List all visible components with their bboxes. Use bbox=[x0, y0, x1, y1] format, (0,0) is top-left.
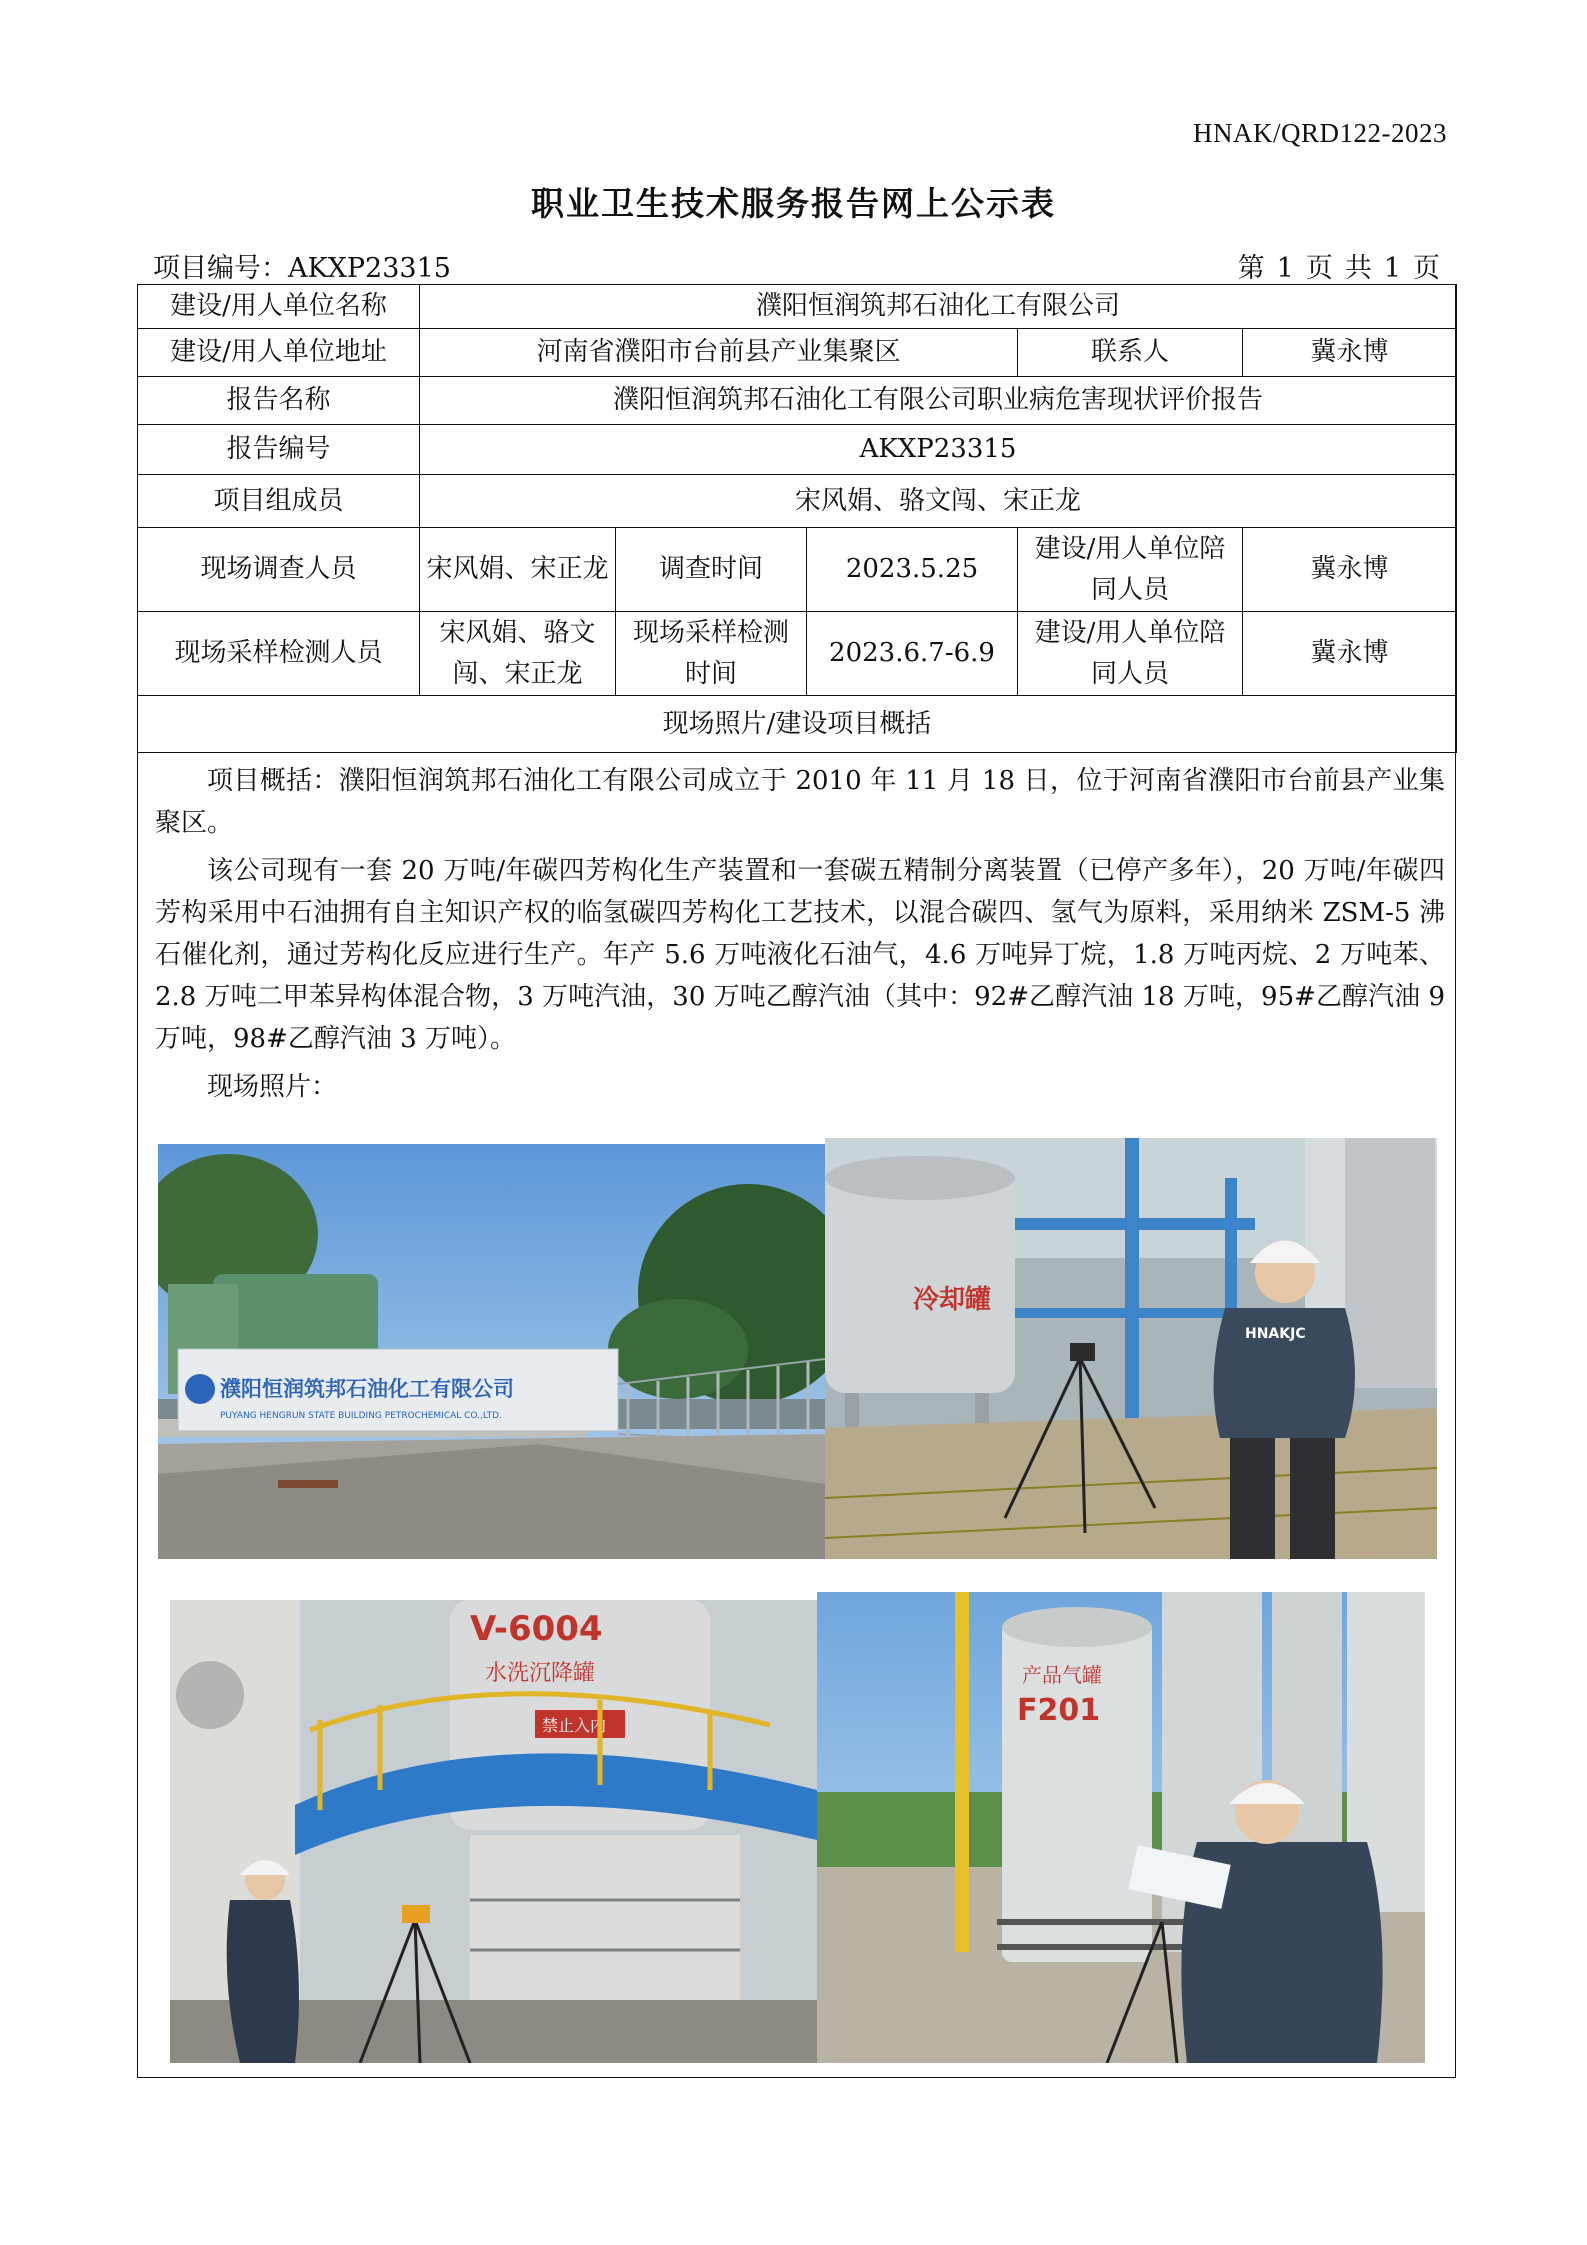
section-header: 现场照片/建设项目概括 bbox=[138, 696, 1457, 753]
survey-accompany-value: 冀永博 bbox=[1243, 528, 1457, 612]
report-number-label: 报告编号 bbox=[138, 425, 420, 475]
survey-staff-value: 宋风娟、宋正龙 bbox=[420, 528, 616, 612]
unit-name-label: 建设/用人单位名称 bbox=[138, 285, 420, 329]
unit-name-value: 濮阳恒润筑邦石油化工有限公司 bbox=[420, 285, 1457, 329]
photo-factory-gate bbox=[158, 1144, 825, 1559]
cooling-tank-label: 冷却罐 bbox=[913, 1285, 992, 1315]
sampling-staff-value: 宋风娟、骆文闯、宋正龙 bbox=[420, 612, 616, 696]
members-value: 宋风娟、骆文闯、宋正龙 bbox=[420, 475, 1457, 528]
photo-cooling-tank bbox=[825, 1138, 1437, 1559]
project-number: 项目编号：AKXP23315 bbox=[153, 253, 451, 284]
photo-product-tank bbox=[817, 1592, 1425, 2063]
summary-paragraph-3: 现场照片： bbox=[207, 1072, 338, 1102]
sampling-staff-label: 现场采样检测人员 bbox=[138, 612, 420, 696]
page-total: 1 bbox=[1383, 253, 1401, 284]
report-name-label: 报告名称 bbox=[138, 377, 420, 425]
report-name-value: 濮阳恒润筑邦石油化工有限公司职业病危害现状评价报告 bbox=[420, 377, 1457, 425]
info-table bbox=[137, 284, 1457, 753]
page-current: 1 bbox=[1276, 253, 1294, 284]
page-prefix: 第 bbox=[1237, 253, 1265, 284]
tank-code-text: F201 bbox=[1017, 1693, 1101, 1728]
vest-logo-text: HNAKJC bbox=[1245, 1326, 1306, 1342]
product-tank-label: 产品气罐 bbox=[1022, 1663, 1102, 1687]
sampling-accompany-label: 建设/用人单位陪同人员 bbox=[1018, 612, 1243, 696]
report-number-value: AKXP23315 bbox=[420, 425, 1457, 475]
no-entry-sign: 禁止入内 bbox=[542, 1716, 607, 1735]
contact-label: 联系人 bbox=[1018, 329, 1243, 377]
contact-value: 冀永博 bbox=[1243, 329, 1457, 377]
survey-time-label: 调查时间 bbox=[616, 528, 807, 612]
project-summary bbox=[155, 760, 1445, 1114]
summary-paragraph-1: 项目概括：濮阳恒润筑邦石油化工有限公司成立于 2010 年 11 月 18 日，位于河南省濮阳市台前县产业集聚区。 bbox=[155, 766, 1445, 838]
sampling-time-value: 2023.6.7-6.9 bbox=[807, 612, 1018, 696]
vessel-name-text: 水洗沉降罐 bbox=[485, 1661, 596, 1686]
summary-paragraph-2: 该公司现有一套 20 万吨/年碳四芳构化生产装置和一套碳五精制分离装置（已停产多年），20 万吨/年碳四芳构采用中石油拥有自主知识产权的临氢碳四芳构化工艺技术，以混合碳四、氢气为原料，采用纳米 ZSM-5 沸石催化剂，通过芳构化反应进行生产。年产 5.6 万吨液化石油气，4.6 万吨异丁烷，1.8 万吨丙烷、2 万吨苯、2.8 万吨二甲苯异构体混合物，3 万吨汽油，30 万吨乙醇汽油（其中：92#乙醇汽油 18 万吨，95#乙醇汽油 9 万吨，98#乙醇汽油 3 万吨）。 bbox=[155, 856, 1445, 1054]
page-title: 职业卫生技术服务报告网上公示表 bbox=[531, 184, 1056, 223]
members-label: 项目组成员 bbox=[138, 475, 420, 528]
document-code: HNAK/QRD122-2023 bbox=[1193, 118, 1447, 148]
unit-address-value: 河南省濮阳市台前县产业集聚区 bbox=[420, 329, 1018, 377]
page-suffix: 页 bbox=[1413, 253, 1440, 284]
page-word: 页 bbox=[1305, 253, 1333, 284]
survey-accompany-label: 建设/用人单位陪同人员 bbox=[1018, 528, 1243, 612]
survey-staff-label: 现场调查人员 bbox=[138, 528, 420, 612]
meta-row bbox=[153, 246, 1446, 282]
unit-address-label: 建设/用人单位地址 bbox=[138, 329, 420, 377]
page-total-word: 共 bbox=[1344, 253, 1372, 284]
gate-sign-english: PUYANG HENGRUN STATE BUILDING PETROCHEMICAL CO.,LTD. bbox=[220, 1411, 502, 1421]
sampling-time-label: 现场采样检测时间 bbox=[616, 612, 807, 696]
page-indicator bbox=[1232, 246, 1446, 285]
vessel-code-text: V-6004 bbox=[470, 1609, 603, 1649]
gate-sign-text: 濮阳恒润筑邦石油化工有限公司 bbox=[220, 1377, 514, 1401]
sampling-accompany-value: 冀永博 bbox=[1243, 612, 1457, 696]
photo-washing-vessel bbox=[170, 1600, 817, 2063]
survey-time-value: 2023.5.25 bbox=[807, 528, 1018, 612]
